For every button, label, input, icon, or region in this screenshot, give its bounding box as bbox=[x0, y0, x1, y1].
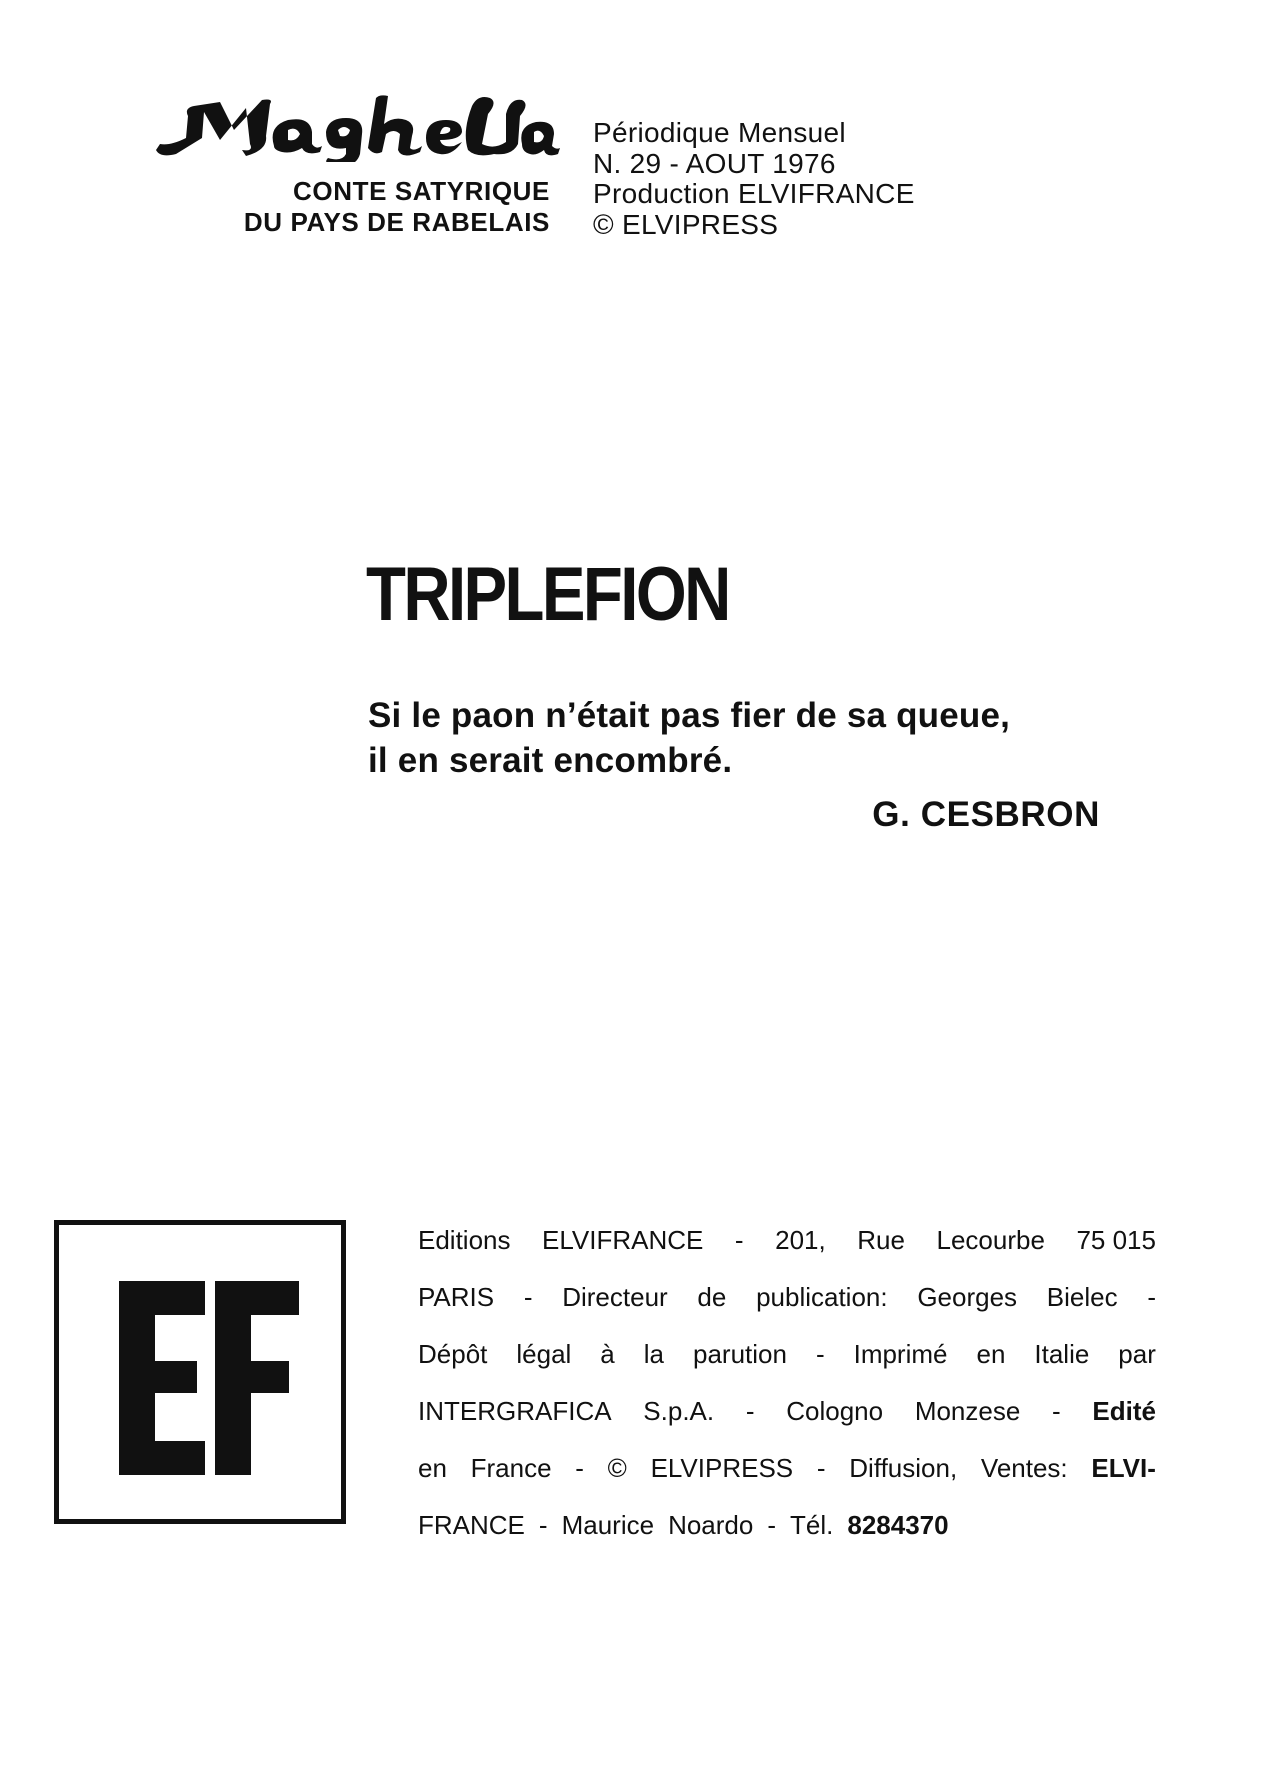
imprint-word: Diffusion, bbox=[849, 1453, 958, 1483]
imprint-paragraph bbox=[418, 1212, 1156, 1554]
imprint-line-4 bbox=[418, 1383, 1156, 1440]
imprint-word: Tél. bbox=[790, 1510, 834, 1540]
imprint-line-2 bbox=[418, 1269, 1156, 1326]
quote-line-2: il en serait encombré. bbox=[368, 741, 733, 780]
phone-number: 8284370 bbox=[847, 1510, 949, 1540]
imprint-word: en bbox=[976, 1339, 1006, 1369]
imprint-line-5 bbox=[418, 1440, 1156, 1497]
imprint-word: - bbox=[815, 1339, 825, 1369]
imprint-word: Georges bbox=[917, 1282, 1018, 1312]
maghella-logo-image bbox=[150, 92, 560, 162]
imprint-word: 75 015 bbox=[1076, 1225, 1156, 1255]
imprint-line-1 bbox=[418, 1212, 1156, 1269]
imprint-word: par bbox=[1118, 1339, 1156, 1369]
quote-line-1: Si le paon n’était pas fier de sa queue, bbox=[368, 696, 1011, 735]
imprint-word: en bbox=[418, 1453, 447, 1483]
imprint-word: de bbox=[697, 1282, 727, 1312]
imprint-word: à bbox=[600, 1339, 615, 1369]
imprint-word: Rue bbox=[857, 1225, 905, 1255]
quote-author: G. CESBRON bbox=[872, 795, 1100, 834]
imprint-word: ELVI- bbox=[1091, 1453, 1156, 1483]
imprint-word: Noardo bbox=[668, 1510, 754, 1540]
imprint-word: Lecourbe bbox=[936, 1225, 1045, 1255]
imprint-word: Editions bbox=[418, 1225, 511, 1255]
imprint-word: ELVIFRANCE bbox=[542, 1225, 704, 1255]
series-subtitle bbox=[150, 176, 550, 238]
maghella-logo bbox=[150, 92, 560, 162]
imprint-word: © bbox=[607, 1453, 627, 1483]
imprint-word: Dépôt bbox=[418, 1339, 488, 1369]
imprint-word: Edité bbox=[1092, 1396, 1156, 1426]
imprint-word: parution bbox=[692, 1339, 787, 1369]
imprint-word: - bbox=[523, 1282, 533, 1312]
info-production: Production ELVIFRANCE bbox=[593, 178, 915, 209]
imprint-word: Imprimé bbox=[853, 1339, 948, 1369]
imprint-word: Maurice bbox=[561, 1510, 655, 1540]
imprint-word: Italie bbox=[1034, 1339, 1090, 1369]
imprint-line-3 bbox=[418, 1326, 1156, 1383]
imprint-word: S.p.A. bbox=[643, 1396, 715, 1426]
imprint-word: FRANCE bbox=[418, 1510, 525, 1540]
imprint-word: - bbox=[734, 1225, 744, 1255]
imprint-word: - bbox=[1052, 1396, 1061, 1426]
epigraph-quote bbox=[368, 693, 1010, 783]
imprint-word: PARIS bbox=[418, 1282, 495, 1312]
imprint-word: - bbox=[767, 1510, 777, 1540]
imprint-word: Directeur bbox=[562, 1282, 668, 1312]
story-title: TRIPLEFION bbox=[366, 552, 729, 637]
periodical-info bbox=[593, 118, 915, 240]
imprint-word: Monzese bbox=[914, 1396, 1021, 1426]
ef-publisher-logo bbox=[54, 1220, 346, 1524]
imprint-word: la bbox=[643, 1339, 664, 1369]
imprint-word: - bbox=[1147, 1282, 1156, 1312]
info-copyright: © ELVIPRESS bbox=[593, 208, 779, 240]
imprint-word: publication: bbox=[756, 1282, 888, 1312]
imprint-word: - bbox=[745, 1396, 755, 1426]
subtitle-line-2: DU PAYS DE RABELAIS bbox=[243, 207, 550, 237]
imprint-word: Cologno bbox=[786, 1396, 884, 1426]
imprint-word: France bbox=[470, 1453, 552, 1483]
imprint-word: Ventes: bbox=[980, 1453, 1068, 1483]
imprint-word: ELVIPRESS bbox=[650, 1453, 794, 1483]
imprint-line-6 bbox=[418, 1497, 1156, 1554]
imprint-word: légal bbox=[516, 1339, 572, 1369]
imprint-word: - bbox=[538, 1510, 548, 1540]
imprint-word: - bbox=[575, 1453, 584, 1483]
imprint-word: Bielec bbox=[1046, 1282, 1118, 1312]
imprint-word: - bbox=[816, 1453, 826, 1483]
imprint-word: 201, bbox=[775, 1225, 826, 1255]
info-frequency: Périodique Mensuel bbox=[593, 117, 846, 148]
imprint-word: INTERGRAFICA bbox=[418, 1396, 612, 1426]
ef-logo-image bbox=[59, 1225, 341, 1519]
info-issue: N. 29 - AOUT 1976 bbox=[593, 147, 836, 179]
subtitle-line-1: CONTE SATYRIQUE bbox=[293, 176, 550, 206]
